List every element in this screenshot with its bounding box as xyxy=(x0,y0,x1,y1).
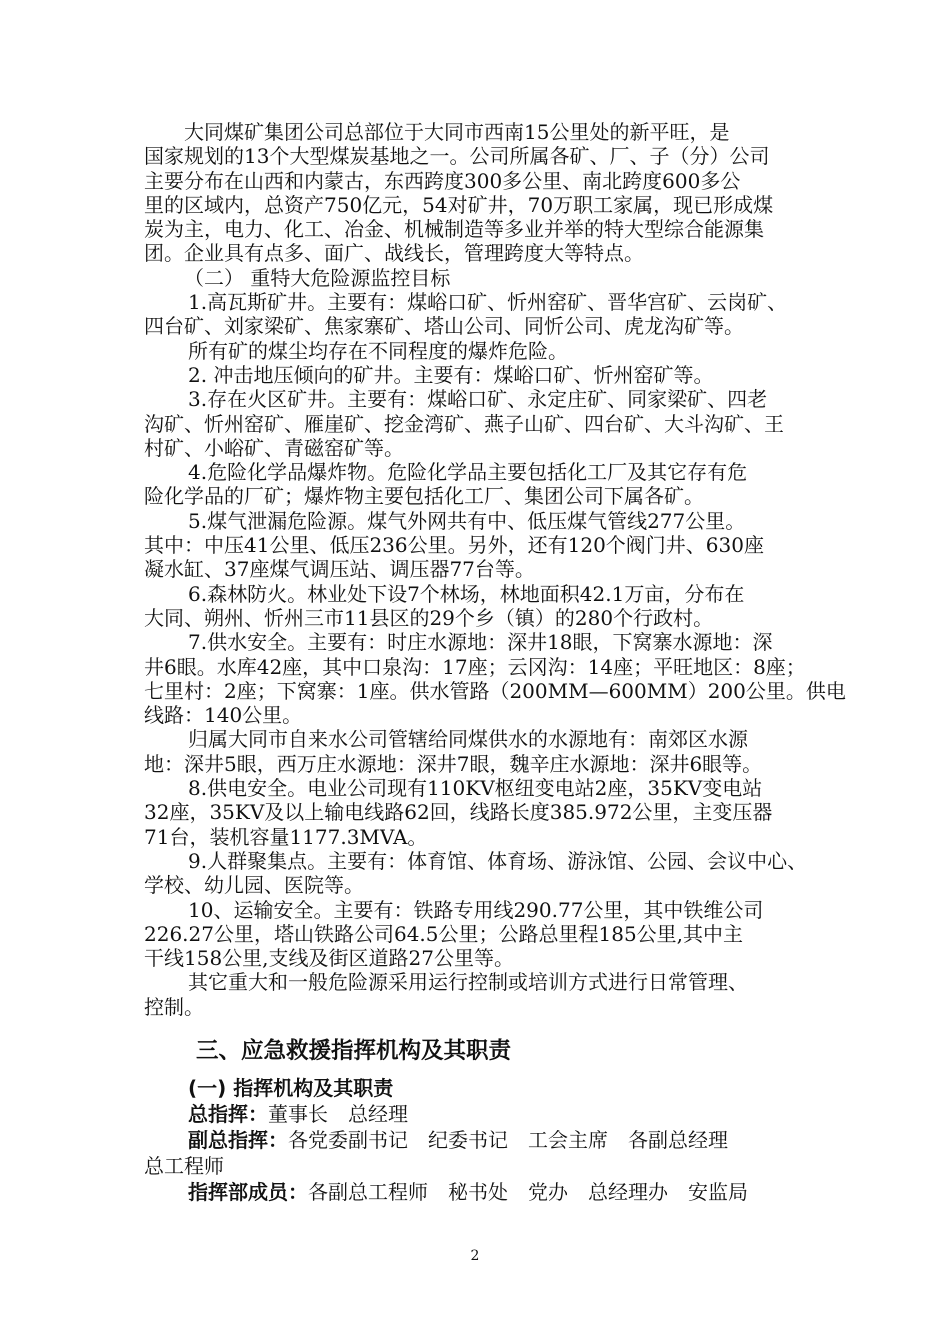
page-content xyxy=(144,120,846,1205)
body-line: 所有矿的煤尘均存在不同程度的爆炸危险。 xyxy=(188,338,568,363)
body-line: 线路：140公里。 xyxy=(144,703,303,728)
page-number: 2 xyxy=(470,1248,480,1264)
body-line: 里的区域内，总资产750亿元，54对矿井，70万职工家属，现已形成煤 xyxy=(144,192,774,217)
body-line: 10、运输安全。主要有：铁路专用线290.77公里，其中铁维公司 xyxy=(188,897,764,922)
body-line: 226.27公里，塔山铁路公司64.5公里；公路总里程185公里,其中主 xyxy=(144,921,744,946)
deputy-value: 各党委副书记 纪委书记 工会主席 各副总经理 xyxy=(288,1127,728,1152)
body-line: 4.危险化学品爆炸物。危险化学品主要包括化工厂及其它存有危 xyxy=(188,460,748,485)
body-line: 大同煤矿集团公司总部位于大同市西南15公里处的新平旺，是 xyxy=(184,120,730,144)
body-line: 炭为主，电力、化工、冶金、机械制造等多业并举的特大型综合能源集 xyxy=(144,217,764,242)
body-line: 1.高瓦斯矿井。主要有：煤峪口矿、忻州窑矿、晋华宫矿、云岗矿、 xyxy=(188,290,788,315)
body-line: 8.供电安全。电业公司现有110KV枢纽变电站2座，35KV变电站 xyxy=(188,776,763,801)
body-line: 其它重大和一般危险源采用运行控制或培训方式进行日常管理、 xyxy=(188,970,748,995)
deputy-value-cont: 总工程师 xyxy=(144,1153,224,1178)
commander-value: 董事长 总经理 xyxy=(268,1101,408,1126)
section-subtitle: （二） 重特大危险源监控目标 xyxy=(184,265,451,290)
body-line: 村矿、小峪矿、青磁窑矿等。 xyxy=(144,435,404,460)
body-line: 71台，装机容量1177.3MVA。 xyxy=(144,824,428,849)
body-line: 2. 冲击地压倾向的矿井。主要有：煤峪口矿、忻州窑矿等。 xyxy=(188,362,714,387)
body-line: 井6眼。水库42座，其中口泉沟：17座；云冈沟：14座；平旺地区：8座； xyxy=(144,654,806,679)
body-line: 归属大同市自来水公司管辖给同煤供水的水源地有：南郊区水源 xyxy=(188,727,748,752)
body-line: 3.存在火区矿井。主要有：煤峪口矿、永定庄矿、同家梁矿、四老 xyxy=(188,387,768,412)
deputy-line-cont xyxy=(144,1153,810,1179)
body-line: 凝水缸、37座煤气调压站、调压器77台等。 xyxy=(144,557,535,582)
members-line xyxy=(144,1179,810,1205)
body-line: 四台矿、刘家梁矿、焦家寨矿、塔山公司、同忻公司、虎龙沟矿等。 xyxy=(144,314,744,339)
body-line: 干线158公里,支线及街区道路27公里等。 xyxy=(144,946,514,971)
commander-line xyxy=(144,1101,810,1127)
body-line: 国家规划的13个大型煤炭基地之一。公司所属各矿、厂、子（分）公司 xyxy=(144,144,770,169)
members-label: 指挥部成员： xyxy=(188,1179,308,1204)
body-line: 大同、朔州、忻州三市11县区的29个乡（镇）的280个行政村。 xyxy=(144,605,714,630)
body-line: 控制。 xyxy=(144,994,204,1019)
body-line: 32座，35KV及以上输电线路62回，线路长度385.972公里，主变压器 xyxy=(144,800,773,825)
body-line: 主要分布在山西和内蒙古，东西跨度300多公里、南北跨度600多公 xyxy=(144,168,741,193)
body-line: 7.供水安全。主要有：时庄水源地：深井18眼，下窝寨水源地：深 xyxy=(188,630,773,655)
body-line: 学校、幼儿园、医院等。 xyxy=(144,873,364,898)
deputy-label: 副总指挥： xyxy=(188,1127,288,1152)
body-line: 6.森林防火。林业处下设7个林场，林地面积42.1万亩，分布在 xyxy=(188,581,745,606)
body-line: 沟矿、忻州窑矿、雁崖矿、挖金湾矿、燕子山矿、四台矿、大斗沟矿、王 xyxy=(144,411,784,436)
body-line: 5.煤气泄漏危险源。煤气外网共有中、低压煤气管线277公里。 xyxy=(188,508,746,533)
section-heading: 三、应急救援指挥机构及其职责 xyxy=(196,1037,512,1064)
deputy-line xyxy=(144,1127,810,1153)
body-line: 地：深井5眼，西万庄水源地：深井7眼，魏辛庄水源地：深井6眼等。 xyxy=(144,751,763,776)
body-line: 9.人群聚集点。主要有：体育馆、体育场、游泳馆、公园、会议中心、 xyxy=(188,848,808,873)
body-line: 七里村：2座；下窝寨：1座。供水管路（200MM—600MM）200公里。供电 xyxy=(144,678,846,703)
body-line: 险化学品的厂矿；爆炸物主要包括化工厂、集团公司下属各矿。 xyxy=(144,484,704,509)
body-line: 团。企业具有点多、面广、战线长，管理跨度大等特点。 xyxy=(144,241,644,266)
body-line: 其中：中压41公里、低压236公里。另外，还有120个阀门井、630座 xyxy=(144,533,764,558)
commander-label: 总指挥： xyxy=(188,1101,268,1126)
section-subheading: (一) 指挥机构及其职责 xyxy=(188,1075,394,1100)
members-value: 各副总工程师 秘书处 党办 总经理办 安监局 xyxy=(308,1179,748,1204)
